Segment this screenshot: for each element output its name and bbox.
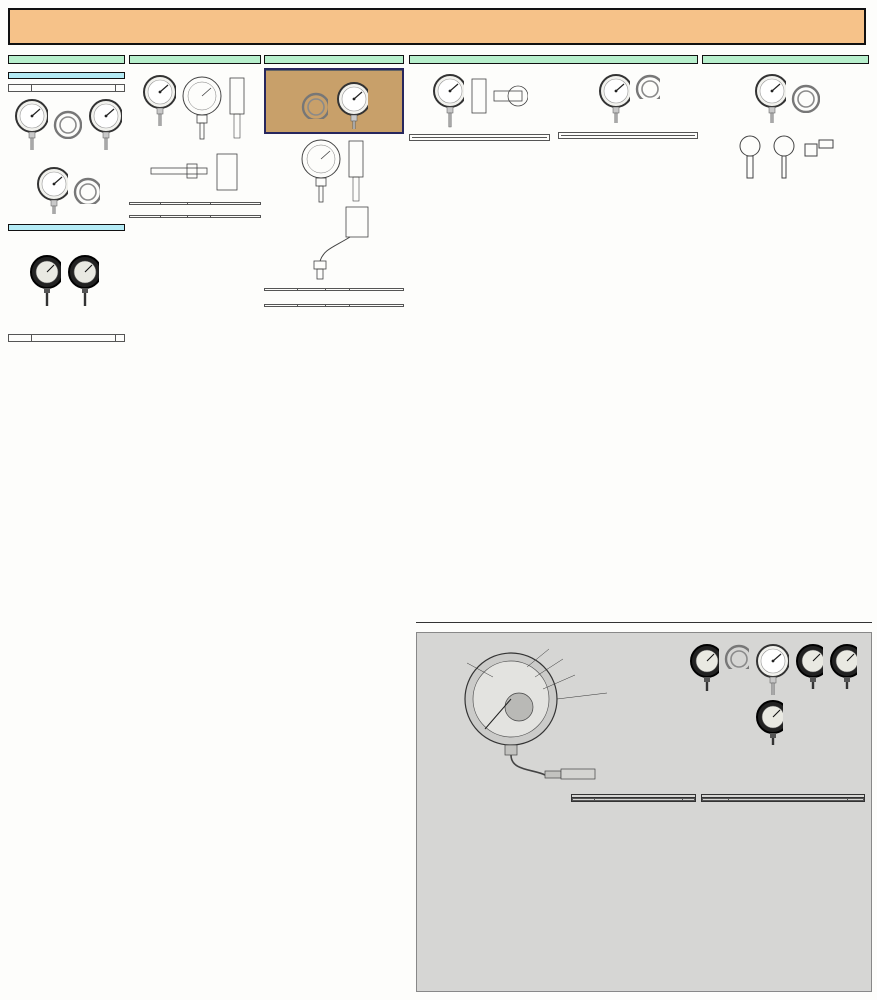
issa-product-photos bbox=[679, 637, 865, 787]
product-photo bbox=[702, 68, 869, 128]
guide-how-to-order bbox=[701, 794, 865, 802]
remote-reading-subcolumn bbox=[558, 68, 699, 143]
section-header bbox=[702, 55, 869, 64]
gauge-image bbox=[65, 254, 99, 310]
guide-row bbox=[572, 799, 694, 801]
product-images-stem bbox=[8, 234, 125, 330]
section-header bbox=[264, 55, 404, 64]
example-row-2 bbox=[8, 334, 125, 342]
type-301-302-drawings bbox=[409, 73, 550, 129]
section-2-banner bbox=[8, 224, 125, 231]
capillary-coil-image bbox=[72, 176, 100, 204]
gauge-image bbox=[86, 98, 122, 150]
column-mercury-actuated bbox=[8, 55, 125, 955]
product-images-remote bbox=[8, 92, 125, 220]
divider bbox=[416, 622, 872, 623]
product-photo bbox=[264, 68, 404, 134]
sika-order-code-table bbox=[409, 134, 550, 141]
local-reading-subcolumn bbox=[409, 68, 550, 143]
code-table-header bbox=[264, 288, 404, 291]
gauge-image bbox=[12, 98, 48, 150]
cutaway-diagram bbox=[423, 637, 679, 787]
example-row-1 bbox=[8, 84, 125, 92]
issa-sswo-spec bbox=[701, 790, 865, 802]
guide-row bbox=[702, 799, 863, 801]
version-drawings bbox=[702, 134, 869, 180]
code-table-header bbox=[129, 202, 261, 205]
column-exhaust-remote bbox=[264, 55, 404, 995]
remote-gauge-image bbox=[558, 73, 699, 123]
type-321-drawing bbox=[264, 137, 404, 203]
capillary-coil-image bbox=[52, 109, 82, 139]
column-low-temperature bbox=[409, 55, 698, 611]
column-diesel-engine bbox=[702, 55, 869, 611]
section-1-banner bbox=[8, 72, 125, 79]
issa-sb-spec bbox=[571, 790, 696, 802]
section-header bbox=[129, 55, 261, 64]
issa-1986-panel bbox=[416, 612, 872, 994]
code-table-header bbox=[129, 215, 261, 218]
type-331-drawing bbox=[264, 203, 404, 281]
gauge-image bbox=[34, 166, 68, 214]
issa-general-spec bbox=[423, 790, 566, 802]
code-table-header bbox=[264, 304, 404, 307]
photo-caption bbox=[266, 70, 402, 71]
bottom-connection-drawing bbox=[129, 74, 261, 142]
issa-content bbox=[416, 632, 872, 992]
column-exhaust-direct bbox=[129, 55, 261, 995]
rear-connection-drawing bbox=[129, 150, 261, 194]
gauge-image bbox=[27, 254, 61, 310]
page-title-banner bbox=[8, 8, 866, 45]
section-header bbox=[8, 55, 125, 64]
section-header bbox=[409, 55, 698, 64]
sika-order-code-table bbox=[558, 132, 699, 139]
guide-how-to-order bbox=[571, 794, 696, 802]
